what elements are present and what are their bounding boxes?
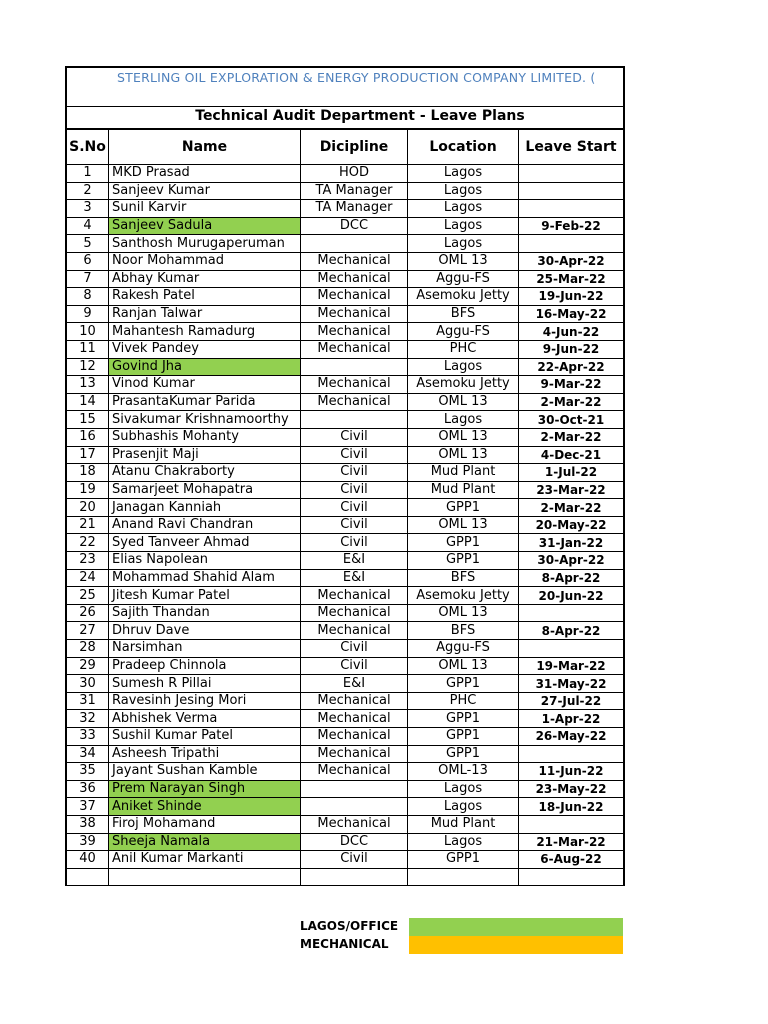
cell-discipline[interactable]: Mechanical: [301, 728, 408, 746]
table-row: [66, 675, 624, 693]
cell-discipline[interactable]: [301, 780, 408, 798]
cell-location[interactable]: Lagos: [408, 200, 519, 218]
cell-name[interactable]: Elias Napolean: [109, 552, 301, 570]
table-row: [66, 657, 624, 675]
cell-leave-start[interactable]: 27-Jul-22: [519, 692, 625, 710]
cell-sno[interactable]: 40: [66, 851, 109, 869]
cell-location[interactable]: GPP1: [408, 745, 519, 763]
cell-discipline[interactable]: Mechanical: [301, 745, 408, 763]
cell-name[interactable]: Sivakumar Krishnamoorthy: [109, 411, 301, 429]
cell-leave-start[interactable]: 16-May-22: [519, 305, 625, 323]
spreadsheet: [65, 66, 625, 886]
cell-name[interactable]: Sanjeev Sadula: [109, 217, 301, 235]
cell-discipline[interactable]: Mechanical: [301, 376, 408, 394]
cell-discipline[interactable]: Mechanical: [301, 270, 408, 288]
cell-discipline[interactable]: [301, 358, 408, 376]
cell-location[interactable]: OML 13: [408, 393, 519, 411]
table-row: [66, 446, 624, 464]
cell-discipline[interactable]: HOD: [301, 165, 408, 183]
table-row: [66, 217, 624, 235]
table-row: [66, 288, 624, 306]
table-row: [66, 745, 624, 763]
table-row: [66, 640, 624, 658]
table-row: [66, 411, 624, 429]
cell-leave-start[interactable]: 21-Mar-22: [519, 833, 625, 851]
table-row: [66, 340, 624, 358]
cell-discipline[interactable]: Mechanical: [301, 288, 408, 306]
cell-location[interactable]: Lagos: [408, 780, 519, 798]
cell-discipline[interactable]: Mechanical: [301, 323, 408, 341]
table-row: [66, 499, 624, 517]
table-row: [66, 587, 624, 605]
cell-name[interactable]: Sheeja Namala: [109, 833, 301, 851]
cell-sno[interactable]: 1: [66, 165, 109, 183]
table-row: [66, 728, 624, 746]
cell-location[interactable]: Lagos: [408, 833, 519, 851]
table-row: [66, 516, 624, 534]
cell-sno[interactable]: 38: [66, 815, 109, 833]
cell-name[interactable]: Jayant Sushan Kamble: [109, 763, 301, 781]
table-row: [66, 165, 624, 183]
cell-name[interactable]: Sajith Thandan: [109, 604, 301, 622]
cell-leave-start[interactable]: [519, 182, 625, 200]
cell-discipline[interactable]: Mechanical: [301, 340, 408, 358]
empty-cell[interactable]: [519, 868, 625, 886]
cell-location[interactable]: Aggu-FS: [408, 640, 519, 658]
cell-name[interactable]: Prem Narayan Singh: [109, 780, 301, 798]
table-row: [66, 270, 624, 288]
legend-label: LAGOS/OFFICE: [300, 919, 399, 933]
cell-name[interactable]: Mahantesh Ramadurg: [109, 323, 301, 341]
cell-name[interactable]: Syed Tanveer Ahmad: [109, 534, 301, 552]
cell-location[interactable]: OML 13: [408, 604, 519, 622]
cell-name[interactable]: Aniket Shinde: [109, 798, 301, 816]
table-row: [66, 358, 624, 376]
cell-name[interactable]: Anil Kumar Markanti: [109, 851, 301, 869]
cell-leave-start[interactable]: 8-Apr-22: [519, 622, 625, 640]
empty-cell[interactable]: [66, 868, 109, 886]
table-row: [66, 780, 624, 798]
table-row: [66, 833, 624, 851]
cell-discipline[interactable]: Civil: [301, 851, 408, 869]
cell-leave-start[interactable]: 4-Jun-22: [519, 323, 625, 341]
cell-location[interactable]: GPP1: [408, 499, 519, 517]
cell-location[interactable]: GPP1: [408, 728, 519, 746]
table-row: [66, 622, 624, 640]
cell-location[interactable]: Lagos: [408, 798, 519, 816]
cell-name[interactable]: Firoj Mohamand: [109, 815, 301, 833]
cell-location[interactable]: GPP1: [408, 675, 519, 693]
cell-name[interactable]: Vinod Kumar: [109, 376, 301, 394]
table-row: [66, 815, 624, 833]
cell-sno[interactable]: 20: [66, 499, 109, 517]
cell-name[interactable]: Narsimhan: [109, 640, 301, 658]
table-row: [66, 323, 624, 341]
cell-name[interactable]: Abhay Kumar: [109, 270, 301, 288]
cell-sno[interactable]: 30: [66, 675, 109, 693]
cell-sno[interactable]: 32: [66, 710, 109, 728]
cell-name[interactable]: Sumesh R Pillai: [109, 675, 301, 693]
cell-sno[interactable]: 35: [66, 763, 109, 781]
cell-discipline[interactable]: Civil: [301, 534, 408, 552]
cell-sno[interactable]: 22: [66, 534, 109, 552]
cell-location[interactable]: GPP1: [408, 710, 519, 728]
cell-location[interactable]: Lagos: [408, 411, 519, 429]
table-row: [66, 376, 624, 394]
cell-location[interactable]: Asemoku Jetty: [408, 288, 519, 306]
cell-sno[interactable]: 37: [66, 798, 109, 816]
cell-leave-start[interactable]: 4-Dec-21: [519, 446, 625, 464]
cell-discipline[interactable]: Civil: [301, 481, 408, 499]
cell-location[interactable]: Mud Plant: [408, 481, 519, 499]
table-row: [66, 710, 624, 728]
cell-name[interactable]: Janagan Kanniah: [109, 499, 301, 517]
cell-leave-start[interactable]: 11-Jun-22: [519, 763, 625, 781]
cell-discipline[interactable]: Mechanical: [301, 710, 408, 728]
cell-sno[interactable]: 16: [66, 428, 109, 446]
cell-discipline[interactable]: Civil: [301, 428, 408, 446]
cell-leave-start[interactable]: 8-Apr-22: [519, 569, 625, 587]
cell-leave-start[interactable]: [519, 745, 625, 763]
header-sno[interactable]: S.No: [66, 130, 109, 165]
table-body: [66, 165, 624, 886]
cell-name[interactable]: Sushil Kumar Patel: [109, 728, 301, 746]
table-row: [66, 252, 624, 270]
cell-discipline[interactable]: DCC: [301, 217, 408, 235]
cell-sno[interactable]: 7: [66, 270, 109, 288]
cell-discipline[interactable]: Mechanical: [301, 305, 408, 323]
cell-name[interactable]: Jitesh Kumar Patel: [109, 587, 301, 605]
cell-leave-start[interactable]: [519, 815, 625, 833]
cell-name[interactable]: PrasantaKumar Parida: [109, 393, 301, 411]
cell-name[interactable]: Samarjeet Mohapatra: [109, 481, 301, 499]
cell-location[interactable]: OML-13: [408, 763, 519, 781]
cell-location[interactable]: Lagos: [408, 165, 519, 183]
empty-cell[interactable]: [301, 868, 408, 886]
cell-location[interactable]: Aggu-FS: [408, 323, 519, 341]
header-discipline[interactable]: Dicipline: [301, 130, 408, 165]
cell-location[interactable]: GPP1: [408, 534, 519, 552]
cell-discipline[interactable]: [301, 798, 408, 816]
cell-discipline[interactable]: Mechanical: [301, 587, 408, 605]
table-row: [66, 235, 624, 253]
cell-sno[interactable]: 11: [66, 340, 109, 358]
cell-name[interactable]: MKD Prasad: [109, 165, 301, 183]
cell-leave-start[interactable]: 1-Jul-22: [519, 464, 625, 482]
cell-name[interactable]: Atanu Chakraborty: [109, 464, 301, 482]
cell-location[interactable]: OML 13: [408, 446, 519, 464]
cell-discipline[interactable]: Mechanical: [301, 622, 408, 640]
cell-sno[interactable]: 14: [66, 393, 109, 411]
cell-leave-start[interactable]: 1-Apr-22: [519, 710, 625, 728]
cell-leave-start[interactable]: 23-May-22: [519, 780, 625, 798]
legend-swatch-lagos-office: [409, 918, 623, 936]
cell-leave-start[interactable]: 19-Mar-22: [519, 657, 625, 675]
cell-discipline[interactable]: TA Manager: [301, 182, 408, 200]
table-row-empty: [66, 868, 624, 886]
cell-leave-start[interactable]: 9-Mar-22: [519, 376, 625, 394]
cell-name[interactable]: Pradeep Chinnola: [109, 657, 301, 675]
cell-name[interactable]: Dhruv Dave: [109, 622, 301, 640]
cell-sno[interactable]: 19: [66, 481, 109, 499]
cell-sno[interactable]: 10: [66, 323, 109, 341]
cell-discipline[interactable]: [301, 411, 408, 429]
cell-sno[interactable]: 33: [66, 728, 109, 746]
cell-discipline[interactable]: E&I: [301, 569, 408, 587]
cell-sno[interactable]: 13: [66, 376, 109, 394]
cell-discipline[interactable]: [301, 235, 408, 253]
cell-sno[interactable]: 21: [66, 516, 109, 534]
cell-discipline[interactable]: Civil: [301, 446, 408, 464]
cell-sno[interactable]: 31: [66, 692, 109, 710]
cell-discipline[interactable]: Civil: [301, 640, 408, 658]
cell-leave-start[interactable]: 9-Jun-22: [519, 340, 625, 358]
header-location[interactable]: Location: [408, 130, 519, 165]
cell-location[interactable]: Asemoku Jetty: [408, 587, 519, 605]
cell-location[interactable]: OML 13: [408, 516, 519, 534]
cell-location[interactable]: Lagos: [408, 235, 519, 253]
table-row: [66, 569, 624, 587]
empty-cell[interactable]: [109, 868, 301, 886]
cell-sno[interactable]: 9: [66, 305, 109, 323]
cell-leave-start[interactable]: 31-May-22: [519, 675, 625, 693]
cell-sno[interactable]: 34: [66, 745, 109, 763]
cell-discipline[interactable]: Mechanical: [301, 252, 408, 270]
company-banner: [65, 66, 625, 107]
cell-leave-start[interactable]: 19-Jun-22: [519, 288, 625, 306]
cell-location[interactable]: OML 13: [408, 428, 519, 446]
cell-location[interactable]: Lagos: [408, 358, 519, 376]
table-row: [66, 393, 624, 411]
cell-sno[interactable]: 12: [66, 358, 109, 376]
cell-name[interactable]: Subhashis Mohanty: [109, 428, 301, 446]
cell-sno[interactable]: 5: [66, 235, 109, 253]
cell-name[interactable]: Anand Ravi Chandran: [109, 516, 301, 534]
cell-location[interactable]: BFS: [408, 569, 519, 587]
cell-leave-start[interactable]: 2-Mar-22: [519, 393, 625, 411]
cell-location[interactable]: Aggu-FS: [408, 270, 519, 288]
cell-sno[interactable]: 17: [66, 446, 109, 464]
empty-cell[interactable]: [408, 868, 519, 886]
cell-leave-start[interactable]: 30-Oct-21: [519, 411, 625, 429]
table-row: [66, 552, 624, 570]
cell-sno[interactable]: 27: [66, 622, 109, 640]
cell-leave-start[interactable]: 30-Apr-22: [519, 252, 625, 270]
company-name: STERLING OIL EXPLORATION & ENERGY PRODUCTION COMPANY LIMITED. (: [117, 70, 596, 85]
cell-sno[interactable]: 18: [66, 464, 109, 482]
cell-leave-start[interactable]: [519, 165, 625, 183]
cell-leave-start[interactable]: 2-Mar-22: [519, 428, 625, 446]
cell-location[interactable]: BFS: [408, 622, 519, 640]
cell-leave-start[interactable]: 2-Mar-22: [519, 499, 625, 517]
cell-name[interactable]: Sunil Karvir: [109, 200, 301, 218]
cell-name[interactable]: Abhishek Verma: [109, 710, 301, 728]
cell-leave-start[interactable]: 25-Mar-22: [519, 270, 625, 288]
cell-location[interactable]: Mud Plant: [408, 464, 519, 482]
cell-name[interactable]: Mohammad Shahid Alam: [109, 569, 301, 587]
table-row: [66, 464, 624, 482]
cell-location[interactable]: Lagos: [408, 182, 519, 200]
cell-discipline[interactable]: Civil: [301, 657, 408, 675]
cell-location[interactable]: PHC: [408, 340, 519, 358]
cell-name[interactable]: Ravesinh Jesing Mori: [109, 692, 301, 710]
cell-sno[interactable]: 8: [66, 288, 109, 306]
cell-location[interactable]: GPP1: [408, 851, 519, 869]
cell-name[interactable]: Santhosh Murugaperuman: [109, 235, 301, 253]
cell-discipline[interactable]: DCC: [301, 833, 408, 851]
cell-discipline[interactable]: E&I: [301, 675, 408, 693]
cell-sno[interactable]: 29: [66, 657, 109, 675]
cell-name[interactable]: Ranjan Talwar: [109, 305, 301, 323]
cell-discipline[interactable]: Mechanical: [301, 763, 408, 781]
header-row: [66, 130, 624, 165]
cell-sno[interactable]: 26: [66, 604, 109, 622]
cell-name[interactable]: Noor Mohammad: [109, 252, 301, 270]
cell-discipline[interactable]: Civil: [301, 516, 408, 534]
table-row: [66, 604, 624, 622]
cell-leave-start[interactable]: 9-Feb-22: [519, 217, 625, 235]
cell-leave-start[interactable]: 18-Jun-22: [519, 798, 625, 816]
cell-leave-start[interactable]: 20-May-22: [519, 516, 625, 534]
cell-sno[interactable]: 28: [66, 640, 109, 658]
cell-discipline[interactable]: Civil: [301, 464, 408, 482]
cell-leave-start[interactable]: 6-Aug-22: [519, 851, 625, 869]
cell-leave-start[interactable]: [519, 200, 625, 218]
table-row: [66, 428, 624, 446]
cell-leave-start[interactable]: 22-Apr-22: [519, 358, 625, 376]
cell-discipline[interactable]: Civil: [301, 499, 408, 517]
cell-sno[interactable]: 24: [66, 569, 109, 587]
table-row: [66, 481, 624, 499]
cell-location[interactable]: GPP1: [408, 552, 519, 570]
cell-name[interactable]: Govind Jha: [109, 358, 301, 376]
header-name[interactable]: Name: [109, 130, 301, 165]
cell-sno[interactable]: 36: [66, 780, 109, 798]
table-row: [66, 305, 624, 323]
cell-location[interactable]: OML 13: [408, 657, 519, 675]
legend-label: MECHANICAL: [300, 937, 389, 951]
table-row: [66, 534, 624, 552]
table-row: [66, 851, 624, 869]
cell-sno[interactable]: 4: [66, 217, 109, 235]
cell-location[interactable]: OML 13: [408, 252, 519, 270]
table-row: [66, 692, 624, 710]
cell-sno[interactable]: 23: [66, 552, 109, 570]
cell-discipline[interactable]: TA Manager: [301, 200, 408, 218]
cell-leave-start[interactable]: 30-Apr-22: [519, 552, 625, 570]
cell-leave-start[interactable]: [519, 640, 625, 658]
cell-sno[interactable]: 3: [66, 200, 109, 218]
table-row: [66, 200, 624, 218]
table-row: [66, 182, 624, 200]
table-row: [66, 763, 624, 781]
cell-leave-start[interactable]: 20-Jun-22: [519, 587, 625, 605]
cell-leave-start[interactable]: 26-May-22: [519, 728, 625, 746]
cell-name[interactable]: Vivek Pandey: [109, 340, 301, 358]
sheet-title: Technical Audit Department - Leave Plans: [65, 107, 625, 129]
cell-name[interactable]: Sanjeev Kumar: [109, 182, 301, 200]
cell-name[interactable]: Prasenjit Maji: [109, 446, 301, 464]
legend-swatch-mechanical: [409, 936, 623, 954]
cell-leave-start[interactable]: [519, 604, 625, 622]
cell-location[interactable]: Lagos: [408, 217, 519, 235]
cell-location[interactable]: BFS: [408, 305, 519, 323]
cell-sno[interactable]: 6: [66, 252, 109, 270]
header-leave-start[interactable]: Leave Start: [519, 130, 625, 165]
cell-sno[interactable]: 39: [66, 833, 109, 851]
cell-location[interactable]: Mud Plant: [408, 815, 519, 833]
cell-location[interactable]: Asemoku Jetty: [408, 376, 519, 394]
cell-name[interactable]: Rakesh Patel: [109, 288, 301, 306]
cell-leave-start[interactable]: 23-Mar-22: [519, 481, 625, 499]
cell-sno[interactable]: 25: [66, 587, 109, 605]
cell-discipline[interactable]: Mechanical: [301, 604, 408, 622]
cell-discipline[interactable]: Mechanical: [301, 815, 408, 833]
cell-leave-start[interactable]: [519, 235, 625, 253]
cell-location[interactable]: PHC: [408, 692, 519, 710]
cell-sno[interactable]: 15: [66, 411, 109, 429]
cell-leave-start[interactable]: 31-Jan-22: [519, 534, 625, 552]
cell-discipline[interactable]: E&I: [301, 552, 408, 570]
leave-plan-table: [65, 129, 625, 886]
table-row: [66, 798, 624, 816]
cell-discipline[interactable]: Mechanical: [301, 393, 408, 411]
cell-discipline[interactable]: Mechanical: [301, 692, 408, 710]
cell-name[interactable]: Asheesh Tripathi: [109, 745, 301, 763]
cell-sno[interactable]: 2: [66, 182, 109, 200]
